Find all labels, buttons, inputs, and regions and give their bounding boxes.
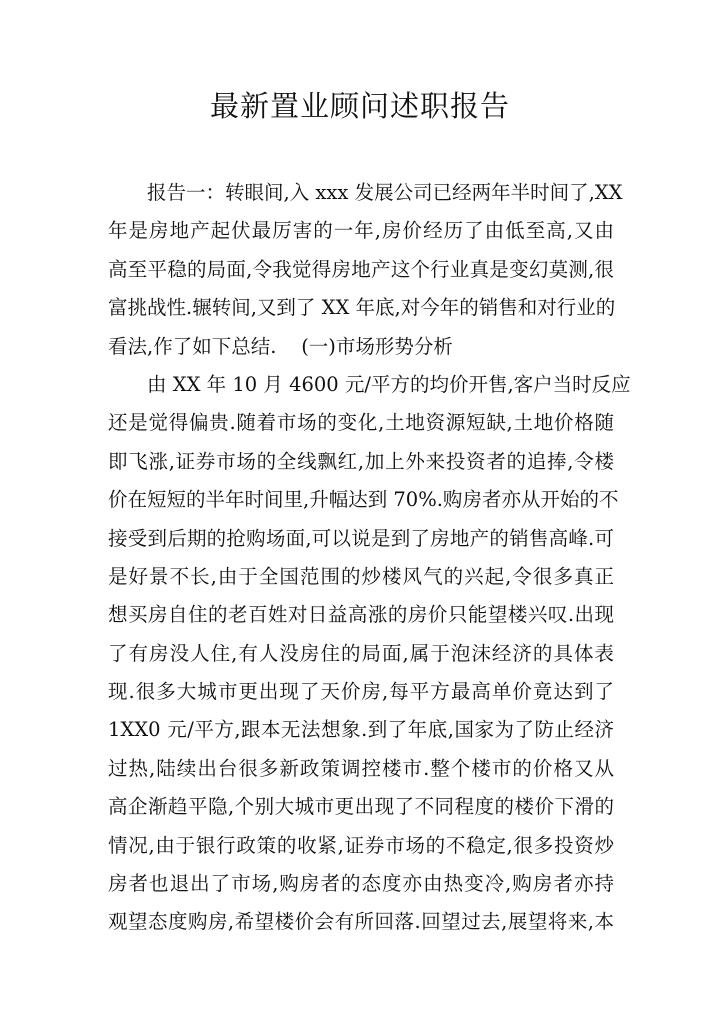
paragraph-line: 了有房没人住,有人没房住的局面,属于泡沫经济的具体表 — [108, 641, 614, 665]
paragraph-line: 1XX0 元/平方,跟本无法想象.到了年底,国家为了防止经济 — [108, 718, 614, 742]
paragraph-line: 由 XX 年 10 月 4600 元/平方的均价开售,客户当时反应 — [147, 372, 631, 396]
document-body — [108, 174, 631, 942]
paragraph-line: 还是觉得偏贵.随着市场的变化,土地资源短缺,土地价格随 — [108, 411, 614, 435]
paragraph-line: 现.很多大城市更出现了天价房,每平方最高单价竟达到了 — [108, 680, 614, 704]
paragraph-line: 价在短短的半年时间里,升幅达到 70%.购房者亦从开始的不 — [108, 488, 619, 512]
paragraph-line: 高企渐趋平隐,个别大城市更出现了不同程度的楼价下滑的 — [108, 795, 614, 819]
paragraph-line: 观望态度购房,希望楼价会有所回落.回望过去,展望将来,本 — [108, 910, 614, 934]
paragraph-line: 高至平稳的局面,令我觉得房地产这个行业真是变幻莫测,很 — [108, 257, 614, 281]
paragraph-line: 接受到后期的抢购场面,可以说是到了房地产的销售高峰.可 — [108, 526, 614, 550]
paragraph-line: 是好景不长,由于全国范围的炒楼风气的兴起,令很多真正 — [108, 564, 614, 588]
paragraph-line: 情况,由于银行政策的收紧,证券市场的不稳定,很多投资炒 — [108, 833, 614, 857]
paragraph-line: 即飞涨,证券市场的全线飘红,加上外来投资者的追捧,令楼 — [108, 449, 614, 473]
paragraph-line: 报告一：转眼间,入 xxx 发展公司已经两年半时间了,XX — [147, 181, 623, 204]
paragraph-line: 房者也退出了市场,购房者的态度亦由热变冷,购房者亦持 — [108, 872, 614, 896]
paragraph-line: 富挑战性.辗转间,又到了 XX 年底,对今年的销售和对行业的 — [108, 296, 616, 320]
paragraph-line: 年是房地产起伏最厉害的一年,房价经历了由低至高,又由 — [108, 219, 614, 243]
paragraph-line: 看法,作了如下总结. (一)市场形势分析 — [108, 334, 453, 358]
document-title: 最新置业顾问述职报告 — [209, 89, 510, 123]
paragraph-line: 想买房自住的老百姓对日益高涨的房价只能望楼兴叹.出现 — [108, 603, 614, 627]
paragraph-line: 过热,陆续出台很多新政策调控楼市.整个楼市的价格又从 — [108, 756, 614, 780]
